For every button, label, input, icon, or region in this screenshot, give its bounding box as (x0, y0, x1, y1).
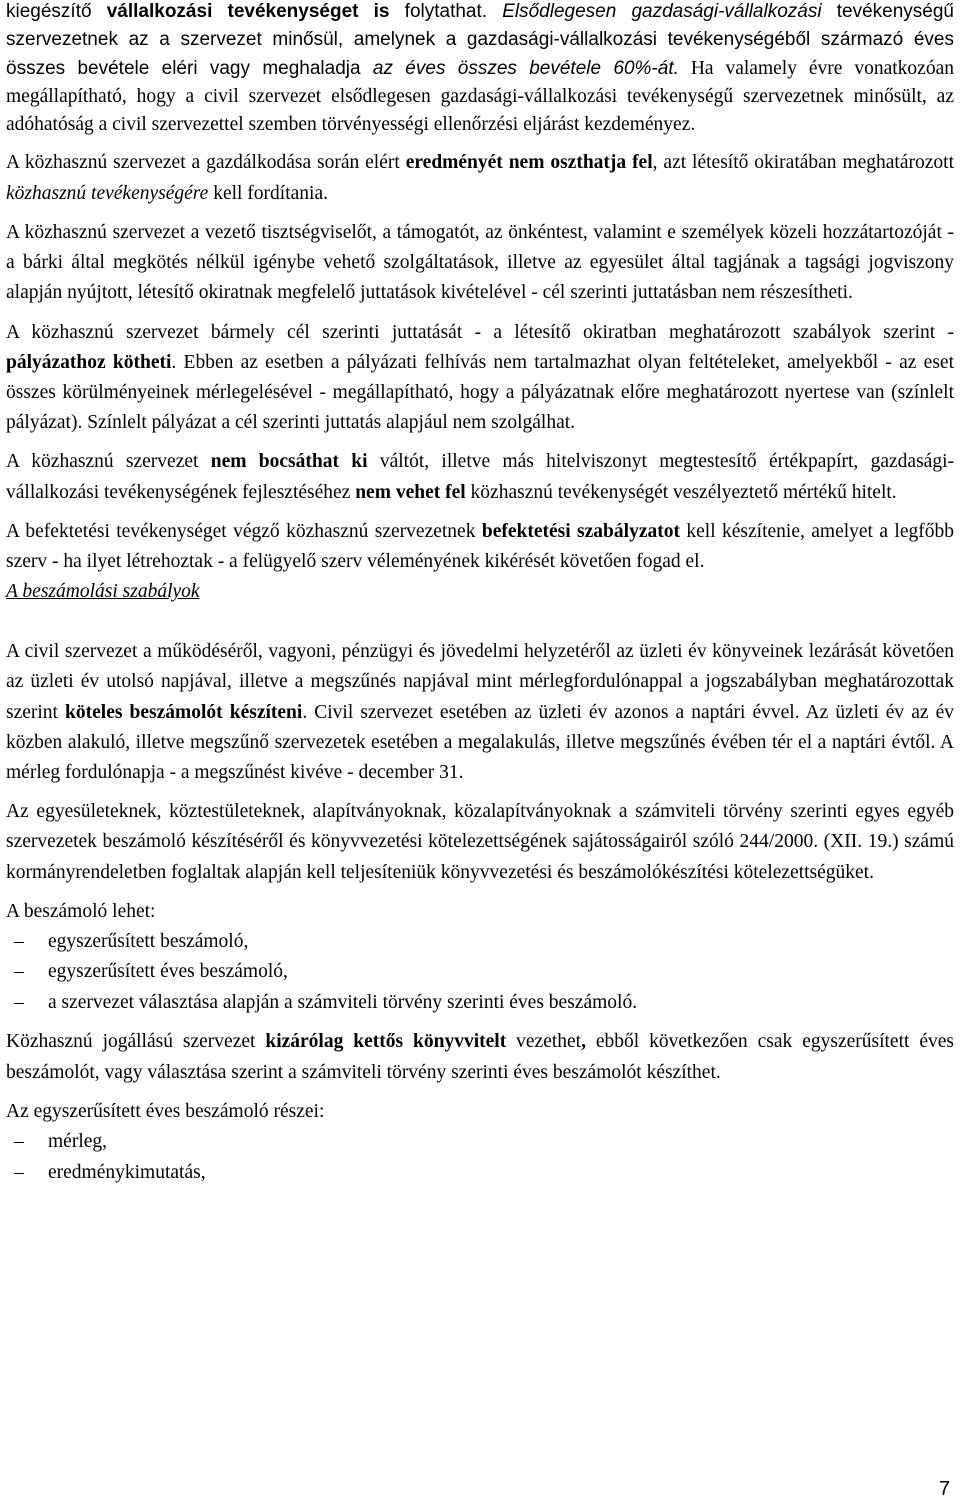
text-run: . Ebben az esetben a pályázati felhívás nem tartalmazhat olyan feltételeket, amelyekből - az eset összes körülményeinek mérlegelésével - megállapítható, hogy a pályázatnak előre meghatározott nyertese van (színlelt pályázat). Színlelt pályázat a cél szerinti juttatás alapjául nem szolgálhat. (6, 351, 954, 434)
bold-text: eredményét nem oszthatja fel (405, 152, 653, 174)
bold-text: nem bocsáthat ki (210, 451, 368, 473)
list-item-text: egyszerűsített beszámoló, (48, 930, 249, 952)
text-run: kell fordítania. (208, 182, 328, 204)
text-run: kiegészítő (6, 1, 107, 22)
text-run: Ha valamely évre vonatkozóan megállapítható, hogy a civil szervezet elsődlegesen gazdasági-vállalkozási tevékenységű szervezetnek minősült, az adóhatóság a civil szervezettel szemben törvényességi ellenőrzési eljárást kezdeményez. (6, 57, 954, 136)
report-types-list (6, 927, 954, 1019)
paragraph-regulation: Az egyesületeknek, köztestületeknek, alapítványoknak, közalapítványoknak a számviteli törvény szerinti egyes egyéb szervezetek beszámoló készítéséről és könyvvezetési kötelezettségének sajátosságairól szóló 244/2000. (XII. 19.) számú kormányrendeletben foglaltak alapján kell teljesíteniük könyvvezetési és beszámolókészítési kötelezettségüket. (6, 801, 954, 883)
list-item-text: egyszerűsített éves beszámoló, (48, 961, 288, 983)
paragraph-reporting (6, 637, 954, 788)
dash-bullet: – (14, 930, 24, 952)
list-item-text: mérleg, (48, 1131, 108, 1153)
list-item (6, 957, 954, 988)
text-run: közhasznú tevékenységét veszélyeztető mértékű hitelt. (465, 481, 897, 503)
dash-bullet: – (14, 961, 24, 983)
italic-text: az éves összes bevétele 60%-át. (372, 57, 679, 79)
dash-bullet: – (14, 991, 24, 1013)
dash-bullet: – (14, 1131, 24, 1153)
paragraph-investment (6, 517, 954, 577)
text-run: váltót, illetve más hitelviszonyt megtestesítő értékpapírt, gazdasági-vállalkozási tevékenységének fejlesztéséhez (6, 451, 954, 503)
list-item (6, 1127, 954, 1158)
bold-text: köteles beszámolót készíteni (65, 701, 303, 723)
paragraph-report-types-intro: A beszámoló lehet: (6, 900, 156, 922)
text-run: A befektetési tevékenységet végző közhasznú szervezetnek (6, 520, 482, 542)
paragraph-tender (6, 318, 954, 439)
dash-bullet: – (14, 1161, 24, 1183)
list-item-text: eredménykimutatás, (48, 1161, 206, 1183)
document-page (6, 0, 954, 1188)
list-item-text: a szervezet választása alapján a számviteli törvény szerinti éves beszámoló. (48, 991, 638, 1013)
italic-text: közhasznú tevékenységére (6, 182, 209, 204)
paragraph-simplified-parts-intro: Az egyszerűsített éves beszámoló részei: (6, 1100, 325, 1122)
text-run: A közhasznú szervezet bármely cél szerinti juttatását - a létesítő okiratban meghatározott szabályok szerint - (6, 321, 954, 343)
paragraph-securities (6, 447, 954, 507)
text-run: . Civil szervezet esetében az üzleti év azonos a naptári évvel. Az üzleti év az év közben alakuló, illetve megszűnő szervezetek esetében a megalakulás, illetve megszűnés évében tér el a naptári évtől. A mérleg fordulónapja - a megszűnést kivéve - december 31. (6, 701, 954, 783)
text-run: folytathat. (389, 1, 503, 22)
text-run: A közhasznú szervezet (6, 451, 211, 473)
simplified-parts-list (6, 1127, 954, 1188)
paragraph-profit-distribution (6, 148, 954, 208)
text-run: A közhasznú szervezet a gazdálkodása során elért (6, 152, 406, 174)
bold-text: vállalkozási tevékenységet is (106, 1, 390, 22)
paragraph-business-activity (6, 0, 954, 139)
bold-text: , (581, 1031, 586, 1053)
bold-text: nem vehet fel (355, 481, 466, 503)
page-number: 7 (938, 1478, 950, 1500)
list-item (6, 1158, 954, 1189)
section-heading: A beszámolási szabályok (6, 581, 200, 603)
text-run: vezethet (506, 1031, 582, 1053)
text-run: kell készítenie, amelyet a legfőbb szerv - ha ilyet létrehoztak - a felügyelő szerv véleményének kikérését követően fogad el. (6, 520, 954, 572)
bold-text: pályázathoz kötheti (6, 351, 172, 373)
list-item (6, 988, 954, 1019)
text-run: A civil szervezet a működéséről, vagyoni, pénzügyi és jövedelmi helyzetéről az üzleti év könyveinek lezárását követően az üzleti év utolsó napjával, illetve a megszűnés napjával mint mérlegfordulónappal a jogszabályban meghatározottak szerint (6, 641, 954, 723)
text-run: ebből következően csak egyszerűsített éves beszámolót, vagy választása szerint a számviteli törvény szerinti éves beszámolót készíthet. (6, 1031, 954, 1083)
italic-text: Elsődlegesen gazdasági-vállalkozási (502, 1, 822, 22)
bold-text: kizárólag kettős könyvvitelt (265, 1031, 507, 1053)
paragraph-benefits: A közhasznú szervezet a vezető tisztségviselőt, a támogatót, az önkéntest, valamint e személyek közeli hozzátartozóját - a bárki által megkötés nélkül igénybe vehető szolgáltatások, illetve az egyesület által tagjának a tagsági jogviszony alapján nyújtott, létesítő okiratnak megfelelő juttatások kivételével - cél szerinti juttatásban nem részesítheti. (6, 221, 954, 304)
paragraph-double-entry (6, 1027, 954, 1087)
bold-text: befektetési szabályzatot (481, 520, 680, 542)
text-run: tevékenységű szervezetnek az a szervezet minősül, amelynek a gazdasági-vállalkozási tevékenységéből származó éves összes bevétele eléri vagy meghaladja (6, 1, 954, 79)
list-item (6, 927, 954, 958)
text-run: , azt létesítő okiratában meghatározott (652, 152, 954, 174)
text-run: Közhasznú jogállású szervezet (6, 1031, 266, 1053)
